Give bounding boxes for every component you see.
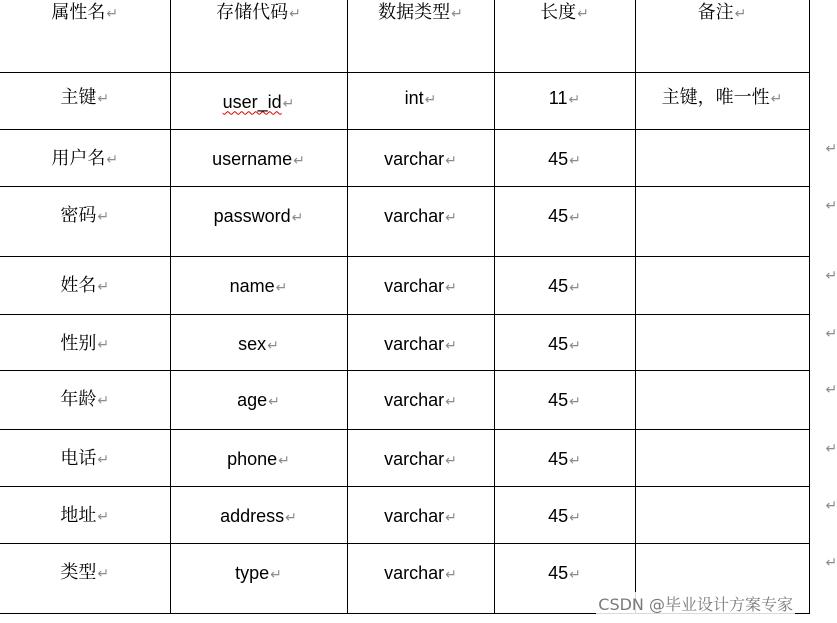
table-row xyxy=(0,72,809,129)
header-row xyxy=(0,0,809,72)
type-cell: varchar↵ xyxy=(347,256,494,314)
return-mark-icon: ↵ xyxy=(445,565,457,582)
header-cell-note: 备注↵ xyxy=(635,0,809,72)
return-mark-icon: ↵ xyxy=(451,6,463,22)
code-cell: age↵ xyxy=(170,370,347,429)
note-cell xyxy=(635,486,837,543)
return-mark-icon: ↵ xyxy=(569,208,581,225)
length-cell: 45↵ xyxy=(494,370,635,429)
return-mark-icon: ↵ xyxy=(97,451,110,468)
return-mark-icon: ↵ xyxy=(278,451,290,468)
return-mark-icon: ↵ xyxy=(825,440,837,457)
return-mark-icon: ↵ xyxy=(445,451,457,468)
header-cell-length: 长度↵ xyxy=(494,0,635,72)
return-mark-icon: ↵ xyxy=(282,94,295,111)
length-cell: 11↵ xyxy=(494,72,635,129)
return-mark-icon: ↵ xyxy=(569,451,581,468)
type-cell: varchar↵ xyxy=(347,186,494,256)
return-mark-icon: ↵ xyxy=(734,6,747,22)
attr-cell: 年龄↵ xyxy=(0,370,170,429)
table-row xyxy=(0,256,809,314)
return-mark-icon: ↵ xyxy=(445,508,457,525)
return-mark-icon: ↵ xyxy=(569,565,581,582)
return-mark-icon: ↵ xyxy=(268,392,280,409)
note-cell xyxy=(635,256,837,314)
code-cell: password↵ xyxy=(170,186,347,256)
code-cell xyxy=(170,72,347,129)
return-mark-icon: ↵ xyxy=(424,90,437,107)
return-mark-icon: ↵ xyxy=(770,90,783,107)
return-mark-icon: ↵ xyxy=(569,151,581,168)
attr-cell: 密码↵ xyxy=(0,186,170,256)
table-row xyxy=(0,486,809,543)
return-mark-icon: ↵ xyxy=(569,508,581,525)
return-mark-icon: ↵ xyxy=(285,508,297,525)
return-mark-icon: ↵ xyxy=(97,278,110,295)
return-mark-icon: ↵ xyxy=(97,392,110,409)
return-mark-icon: ↵ xyxy=(97,90,110,107)
table-row xyxy=(0,186,809,256)
return-mark-icon: ↵ xyxy=(568,90,581,107)
return-mark-icon: ↵ xyxy=(270,565,282,582)
return-mark-icon: ↵ xyxy=(577,6,589,22)
attr-cell: 主键↵ xyxy=(0,72,170,129)
type-cell: varchar↵ xyxy=(347,543,494,613)
code-cell: type↵ xyxy=(170,543,347,613)
table-row xyxy=(0,129,809,186)
return-mark-icon: ↵ xyxy=(569,336,581,353)
return-mark-icon: ↵ xyxy=(445,151,457,168)
length-cell: 45↵ xyxy=(494,314,635,370)
code-cell: username↵ xyxy=(170,129,347,186)
return-mark-icon: ↵ xyxy=(445,208,457,225)
length-cell: 45↵ xyxy=(494,129,635,186)
return-mark-icon: ↵ xyxy=(291,208,304,225)
table-row xyxy=(0,429,809,486)
length-cell: 45↵ xyxy=(494,543,635,613)
table-row xyxy=(0,370,809,429)
header-cell-type: 数据类型↵ xyxy=(347,0,494,72)
return-mark-icon: ↵ xyxy=(825,140,837,157)
note-cell xyxy=(635,370,837,429)
code-cell: address↵ xyxy=(170,486,347,543)
note-cell xyxy=(635,314,837,370)
return-mark-icon: ↵ xyxy=(825,267,837,284)
length-cell: 45↵ xyxy=(494,256,635,314)
return-mark-icon: ↵ xyxy=(825,497,837,514)
return-mark-icon: ↵ xyxy=(445,336,457,353)
attr-cell: 姓名↵ xyxy=(0,256,170,314)
header-cell-attr: 属性名↵ xyxy=(0,0,170,72)
note-cell xyxy=(635,186,837,256)
return-mark-icon: ↵ xyxy=(97,336,110,353)
code-cell: sex↵ xyxy=(170,314,347,370)
return-mark-icon: ↵ xyxy=(289,6,301,22)
type-cell: int↵ xyxy=(347,72,494,129)
return-mark-icon: ↵ xyxy=(825,325,837,342)
return-mark-icon: ↵ xyxy=(569,278,581,295)
length-cell: 45↵ xyxy=(494,429,635,486)
code-cell: name↵ xyxy=(170,256,347,314)
note-cell: 主键，唯一性↵ xyxy=(635,72,809,129)
return-mark-icon: ↵ xyxy=(97,565,110,582)
note-cell xyxy=(635,129,837,186)
spellcheck-word: user_id xyxy=(222,91,282,112)
note-cell xyxy=(635,429,837,486)
return-mark-icon: ↵ xyxy=(267,336,279,353)
type-cell: varchar↵ xyxy=(347,486,494,543)
type-cell: varchar↵ xyxy=(347,429,494,486)
attr-cell: 地址↵ xyxy=(0,486,170,543)
return-mark-icon: ↵ xyxy=(106,6,119,22)
attr-cell: 电话↵ xyxy=(0,429,170,486)
return-mark-icon: ↵ xyxy=(293,151,305,168)
header-cell-code: 存储代码↵ xyxy=(170,0,347,72)
type-cell: varchar↵ xyxy=(347,129,494,186)
attr-cell: 类型↵ xyxy=(0,543,170,613)
attr-cell: 用户名↵ xyxy=(0,129,170,186)
return-mark-icon: ↵ xyxy=(569,392,581,409)
watermark: CSDN @毕业设计方案专家 xyxy=(596,592,795,615)
return-mark-icon: ↵ xyxy=(445,278,457,295)
code-cell: phone↵ xyxy=(170,429,347,486)
return-mark-icon: ↵ xyxy=(97,508,110,525)
length-cell: 45↵ xyxy=(494,186,635,256)
return-mark-icon: ↵ xyxy=(825,554,837,571)
return-mark-icon: ↵ xyxy=(106,151,119,168)
return-mark-icon: ↵ xyxy=(825,197,837,214)
length-cell: 45↵ xyxy=(494,486,635,543)
attr-cell: 性别↵ xyxy=(0,314,170,370)
return-mark-icon: ↵ xyxy=(275,278,288,295)
return-mark-icon: ↵ xyxy=(97,208,110,225)
type-cell: varchar↵ xyxy=(347,370,494,429)
type-cell: varchar↵ xyxy=(347,314,494,370)
return-mark-icon: ↵ xyxy=(445,392,457,409)
table-row xyxy=(0,314,809,370)
return-mark-icon: ↵ xyxy=(825,381,837,398)
